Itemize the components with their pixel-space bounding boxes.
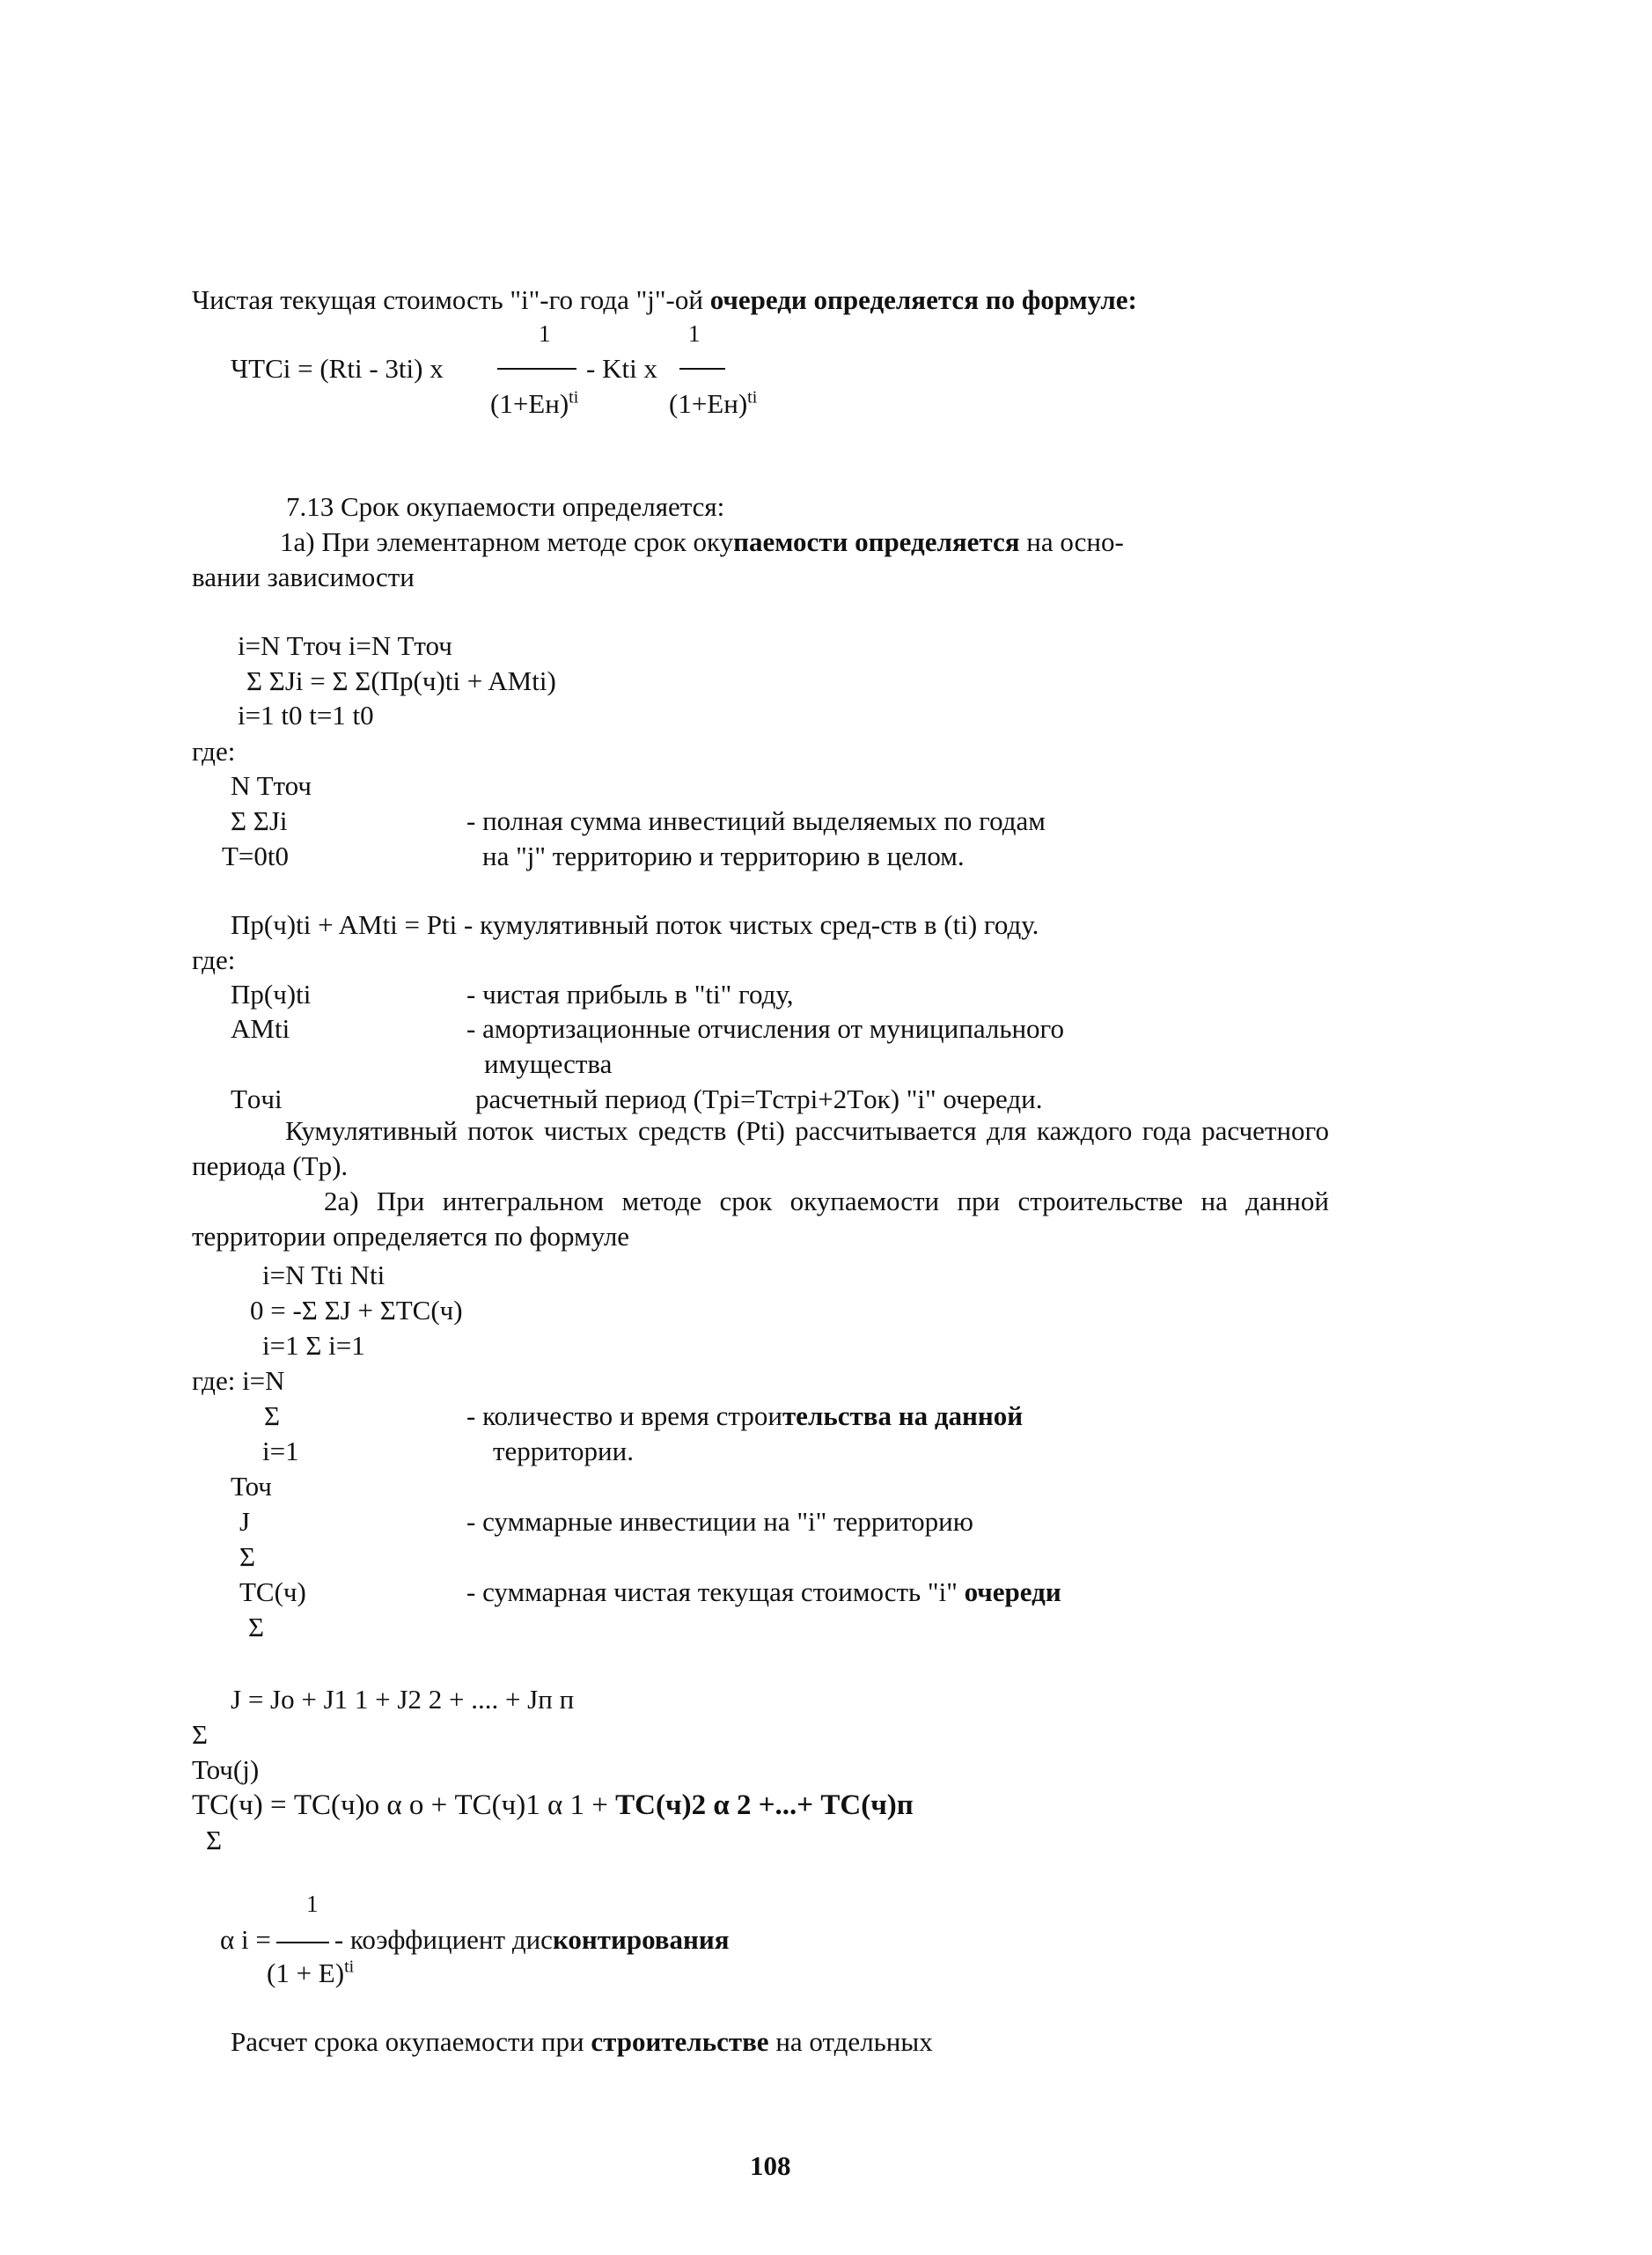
formula1-bot: i=1 t0 t=1 t0	[238, 700, 374, 731]
integral-row-desc: - суммарные инвестиции на "i" территорию	[466, 1506, 973, 1537]
npv-denominator-2	[669, 387, 758, 419]
discount-desc-bold: контирования	[552, 1924, 730, 1955]
integral-row-sym: Σ	[239, 1541, 256, 1572]
integral-where-label: где: i=N	[192, 1365, 285, 1396]
formula1-top: i=N Tточ i=N Tточ	[238, 630, 452, 661]
npv-denominator-1	[490, 387, 579, 419]
npv-formula-mid: - Kti x	[586, 353, 657, 384]
integral-row-sym: J	[239, 1506, 251, 1537]
npv-formula-lhs: ЧТСi = (Rti - 3ti) x	[231, 353, 444, 384]
discount-den-base: (1 + E)	[267, 1958, 345, 1988]
cumulative-row-desc: расчетный период (Tpi=Tстрi+2Tок) "i" очереди.	[475, 1083, 1043, 1114]
discount-denominator	[267, 1959, 354, 1987]
discount-numerator: 1	[306, 1891, 319, 1917]
integral-formula-bot: i=1 Σ i=1	[262, 1330, 365, 1361]
npv-den-1-base: (1+Ен)	[490, 388, 569, 419]
sums-sigma-1: Σ	[192, 1719, 209, 1750]
integral-paragraph: 2а) При интегральном методе срок окупаемости при строительстве на данной территории определяется по формуле	[192, 1186, 1329, 1252]
sums-toch: Точ(j)	[192, 1754, 260, 1785]
page-number: 108	[750, 2150, 791, 2181]
integral-row-desc-text: - количество и время строи	[466, 1400, 782, 1431]
sums-tc-text: ТС(ч) = ТС(ч)о α о + ТС(ч)1 α 1 +	[192, 1789, 616, 1821]
formula1-mid: Σ ΣJi = Σ Σ(Пр(ч)ti + AMti)	[246, 665, 556, 696]
discount-den-sup: ti	[344, 1957, 355, 1977]
integral-row-desc-bold: очереди	[964, 1576, 1061, 1607]
payback-elem-bold: паемости определяется	[733, 526, 1020, 557]
cumulative-row-sym: Пр(ч)ti	[231, 979, 312, 1010]
integral-row-desc-bold: тельства на данной	[782, 1400, 1024, 1431]
integral-row-desc: территории.	[493, 1436, 634, 1466]
npv-intro	[192, 286, 1137, 313]
payback-elem-text: 1а) При элементарном методе срок оку	[280, 526, 734, 557]
npv-intro-text: Чистая текущая стоимость "i"-го года "j"-ой	[192, 284, 710, 315]
cumulative-paragraph: Кумулятивный поток чистых средств (Pti) рассчитывается для каждого года расчетного периода (Tp).	[192, 1115, 1329, 1181]
where1-label: где:	[192, 736, 236, 767]
where1-desc-2: на "j" территорию и территорию в целом.	[482, 841, 965, 871]
payback-heading: 7.13 Срок окупаемости определяется:	[286, 491, 725, 522]
discount-formula	[220, 1926, 730, 1953]
closing-line	[231, 2028, 933, 2055]
npv-numerator-1: 1	[539, 320, 551, 347]
where1-sym-top: N Tточ	[231, 770, 312, 801]
npv-den-1-sup: ti	[569, 387, 579, 408]
integral-formula-mid: 0 = -Σ ΣJ + ΣТС(ч)	[250, 1295, 463, 1326]
integral-row-sym: Σ	[248, 1612, 265, 1642]
discount-desc-text: - коэффициент дис	[334, 1924, 553, 1955]
npv-den-2-base: (1+Ен)	[669, 388, 748, 419]
integral-row-desc	[466, 1578, 1061, 1605]
integral-row-desc	[466, 1402, 1023, 1429]
sums-j-line: J = Jo + J1 1 + J2 2 + .... + Jп п	[231, 1684, 575, 1715]
npv-fraction-bar-1	[497, 368, 576, 370]
sums-sigma-2: Σ	[206, 1825, 223, 1855]
payback-elem-end: на осно-	[1019, 526, 1124, 557]
integral-row-sym: i=1	[262, 1436, 299, 1466]
cumulative-row-sym: Тoчi	[231, 1083, 283, 1114]
discount-lhs: α i =	[220, 1924, 271, 1955]
closing-bold: строительстве	[591, 2026, 769, 2057]
where1-sym-bot: T=0t0	[222, 841, 290, 871]
integral-formula-top: i=N Tti Nti	[262, 1260, 385, 1290]
closing-end: на отдельных	[768, 2026, 933, 2057]
cumulative-row-desc: - амортизационные отчисления от муниципального	[466, 1013, 1065, 1044]
payback-elementary-line2: вании зависимости	[192, 562, 415, 592]
integral-row-sym: Точ	[231, 1471, 272, 1502]
integral-row-sym: ТС(ч)	[239, 1576, 306, 1607]
npv-fraction-bar-2	[679, 368, 725, 370]
closing-text: Расчет срока окупаемости при	[231, 2026, 591, 2057]
payback-elementary-line1	[280, 528, 1124, 555]
cumulative-row-desc: - чистая прибыль в "ti" году,	[466, 979, 794, 1010]
cumulative-where-label: где:	[192, 944, 236, 975]
integral-row-sym: Σ	[264, 1400, 281, 1431]
sums-tc-line	[192, 1791, 914, 1820]
discount-fraction-bar	[276, 1942, 329, 1943]
where1-desc-1: - полная сумма инвестиций выделяемых по годам	[466, 805, 1046, 836]
integral-row-desc-text: - суммарная чистая текущая стоимость "i"	[466, 1576, 965, 1607]
npv-numerator-2: 1	[688, 320, 701, 347]
cumulative-row-sym: AMti	[231, 1013, 290, 1044]
npv-den-2-sup: ti	[747, 387, 758, 408]
sums-tc-bold: ТС(ч)2 α 2 +...+ ТС(ч)п	[615, 1789, 914, 1821]
cumulative-formula: Пр(ч)ti + AMti = Pti - кумулятивный поток чистых сред-ств в (ti) году.	[231, 909, 1039, 940]
cumulative-row-desc: имущества	[484, 1048, 613, 1079]
where1-sym-mid: Σ ΣJi	[231, 805, 288, 836]
npv-intro-bold: очереди определяется по формуле:	[709, 284, 1137, 315]
